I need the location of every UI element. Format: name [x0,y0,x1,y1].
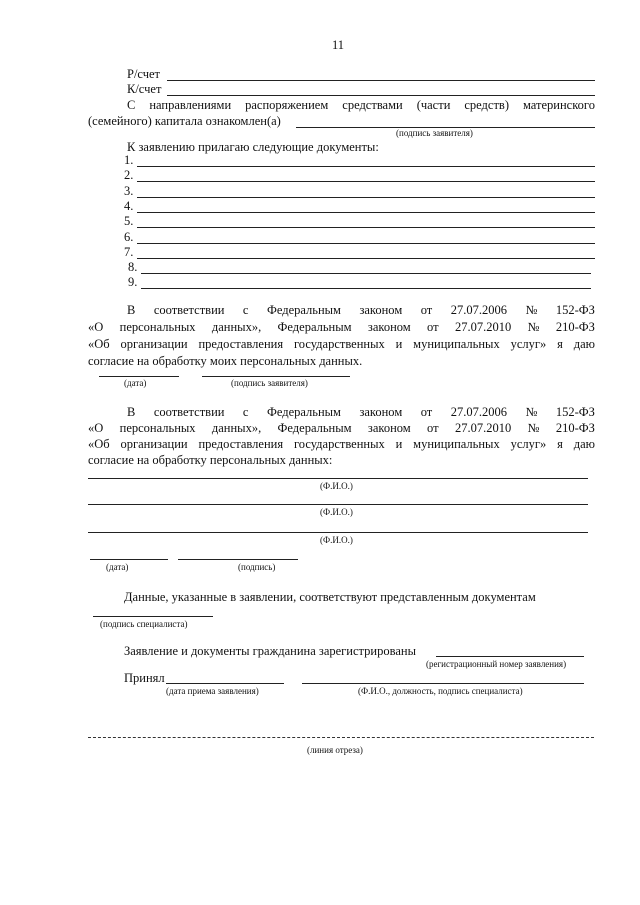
word: Федеральным [266,405,341,419]
word: Федеральным [277,421,352,435]
document-number: 2. [124,168,134,183]
word: № [525,303,538,317]
word: материнского [522,98,595,112]
word: 152-ФЗ [555,405,595,419]
word: муниципальных [413,437,500,451]
word: с [242,405,249,419]
word: «Об [88,337,110,351]
word: организации [120,337,188,351]
word: 27.07.2010 [454,320,512,334]
word: государственных [293,337,385,351]
acknowledge-line-2: (семейного) капитала ознакомлен(а) [88,114,281,128]
word: № [527,320,540,334]
document-number: 9. [128,275,138,290]
consent2-line-2 [88,421,595,436]
word: организации [120,437,188,451]
word: С [127,98,136,112]
fio-caption-1: (Ф.И.О.) [320,481,353,491]
word: законом [359,303,403,317]
word: 210-ФЗ [555,320,595,334]
word: законом [367,421,411,435]
document-line[interactable] [137,166,595,167]
word: данных», [211,320,262,334]
documents-intro: К заявлению прилагаю следующие документы: [127,140,379,154]
word: В [127,405,136,419]
word: услуг» [510,437,547,451]
document-line[interactable] [137,243,595,244]
k-account-field[interactable] [167,95,595,96]
r-account-field[interactable] [167,80,595,81]
word: № [527,421,540,435]
document-number: 4. [124,198,134,213]
registration-number-field[interactable] [436,656,584,657]
document-number: 5. [124,214,134,229]
word: № [525,405,538,419]
word: данных», [211,421,262,435]
word: от [420,405,433,419]
word: государственных [293,437,385,451]
word: соответствии [153,405,225,419]
fio-field-1[interactable] [88,478,588,479]
word: «Об [88,437,110,451]
word: с [242,303,249,317]
word: «О [88,320,104,334]
word: законом [367,320,411,334]
r-account-label: Р/счет [127,67,161,81]
consent1-line-3 [88,337,595,352]
word: Федеральным [266,303,341,317]
word: и [395,437,403,451]
page-number: 11 [332,38,345,52]
accepted-specialist-field[interactable] [302,683,584,684]
word: соответствии [153,303,225,317]
k-account-label: К/счет [127,82,162,96]
word: предоставления [198,437,284,451]
document-line[interactable] [141,288,591,289]
word: персональных [119,421,196,435]
fio-field-3[interactable] [88,532,588,533]
word: и [395,337,403,351]
word: даю [573,337,595,351]
word: средствами [342,98,403,112]
word: я [557,437,563,451]
word: законом [359,405,403,419]
consent2-line-1 [127,405,595,420]
consent2-date-caption: (дата) [106,562,129,572]
document-number: 7. [124,244,134,259]
document-number: 8. [128,260,138,275]
document-number: 3. [124,183,134,198]
word: 27.07.2006 [450,303,507,317]
fio-field-2[interactable] [88,504,588,505]
consent1-sign-caption: (подпись заявителя) [231,378,308,388]
specialist-sign-caption: (подпись специалиста) [100,619,188,629]
word: даю [573,437,595,451]
word: я [557,337,563,351]
consent2-signature-field[interactable] [178,559,298,560]
document-line[interactable] [137,258,595,259]
acknowledge-sign-caption: (подпись заявителя) [396,128,473,138]
consent1-signature-field[interactable] [202,376,350,377]
word: муниципальных [413,337,500,351]
consent1-date-caption: (дата) [124,378,147,388]
consent1-line-4: согласие на обработку моих персональных данных. [88,354,363,368]
accepted-specialist-caption: (Ф.И.О., должность, подпись специалиста) [358,686,523,696]
word: распоряжением [245,98,329,112]
word: Федеральным [277,320,352,334]
consent2-date-field[interactable] [90,559,168,560]
word: услуг» [510,337,547,351]
word: 27.07.2006 [450,405,507,419]
consent2-sign-caption: (подпись) [238,562,276,572]
consent1-date-field[interactable] [99,376,179,377]
registration-text: Заявление и документы гражданина зарегистрированы [124,644,416,658]
consent1-line-2 [88,320,595,335]
word: от [420,303,433,317]
document-line[interactable] [137,197,595,198]
fio-caption-3: (Ф.И.О.) [320,535,353,545]
accepted-date-field[interactable] [166,683,284,684]
document-number: 6. [124,229,134,244]
document-line[interactable] [141,273,591,274]
consent2-line-4: согласие на обработку персональных данных: [88,453,333,467]
word: В [127,303,136,317]
accepted-date-caption: (дата приема заявления) [166,686,259,696]
specialist-signature-field[interactable] [93,616,213,617]
word: 152-ФЗ [555,303,595,317]
consent2-line-3 [88,437,595,452]
cut-line [88,737,594,738]
word: средств) [464,98,509,112]
word: направлениями [149,98,232,112]
fio-caption-2: (Ф.И.О.) [320,507,353,517]
document-line[interactable] [137,227,595,228]
word: 27.07.2010 [454,421,512,435]
accepted-label: Принял [124,671,165,685]
word: персональных [119,320,196,334]
document-line[interactable] [137,212,595,213]
word: предоставления [198,337,284,351]
word: «О [88,421,104,435]
word: (части [416,98,451,112]
cut-line-caption: (линия отреза) [307,745,363,755]
verification-text: Данные, указанные в заявлении, соответствуют представленным документам [124,590,536,604]
consent1-line-1 [127,303,595,318]
word: от [427,320,439,334]
word: 210-ФЗ [555,421,595,435]
registration-number-caption: (регистрационный номер заявления) [426,659,567,669]
document-line[interactable] [137,181,595,182]
word: от [427,421,439,435]
document-number: 1. [124,153,134,167]
acknowledge-line-1 [127,98,595,113]
